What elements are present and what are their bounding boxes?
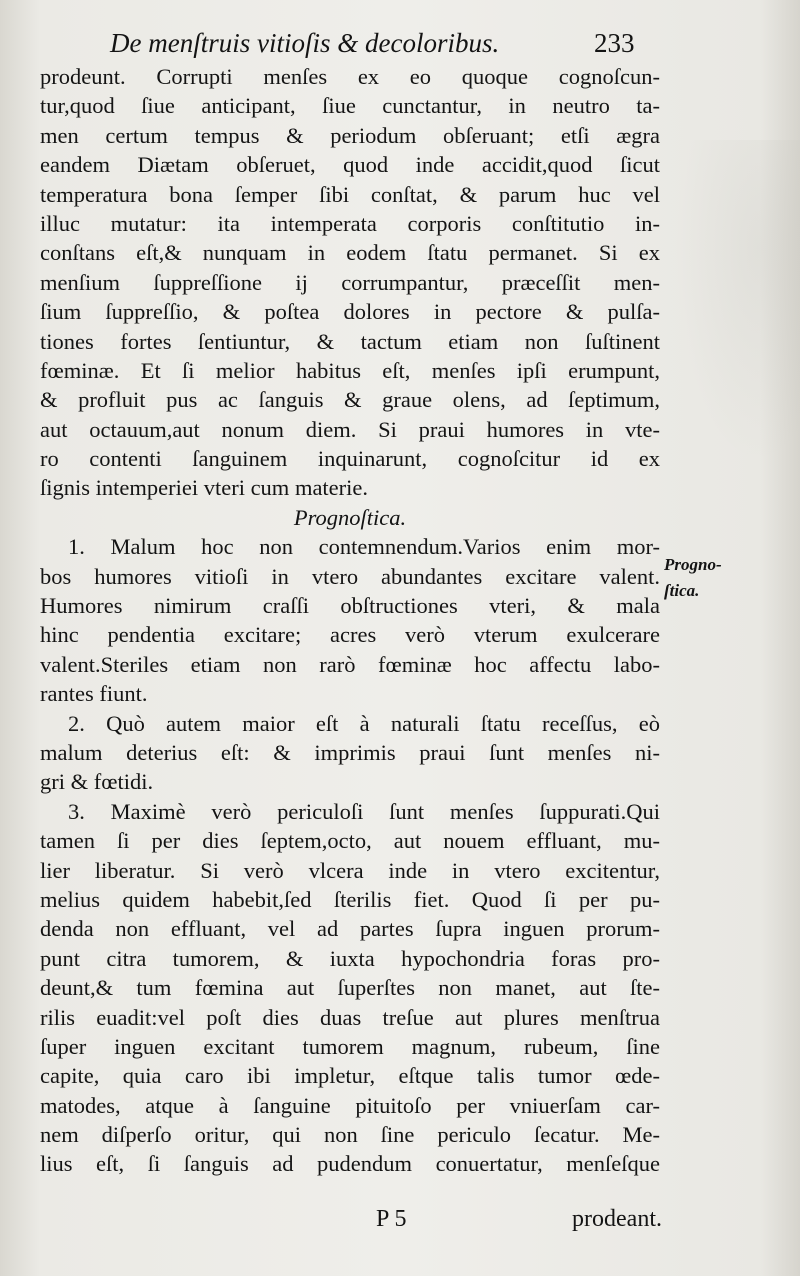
running-title: De menſtruis vitioſis & decoloribus. [110,28,500,58]
text-line: gri & fœtidi. [40,769,154,795]
text-line: capite, quia caro ibi impletur, eſtque talis tumor œde- [40,1063,660,1089]
signature-mark: P 5 [376,1206,407,1232]
text-line: lier liberatur. Si verò vlcera inde in vtero excitentur, [40,857,660,883]
main-text-block [40,62,660,1179]
text-line: ro contenti ſanguinem inquinarunt, cognoſcitur id ex [40,446,660,472]
text-line: 3. Maximè verò periculoſi ſunt menſes ſuppurati.Qui [68,798,660,824]
text-line: ſignis intemperiei vteri cum materie. [40,475,369,501]
text-line: 2. Quò autem maior eſt à naturali ſtatu receſſus, eò [68,710,660,736]
text-line: ſium ſuppreſſio, & poſtea dolores in pectore & pulſa- [40,299,660,325]
text-line: ſuper inguen excitant tumorem magnum, rubeum, ſine [40,1033,660,1059]
text-line: prodeunt. Corrupti menſes ex eo quoque cognoſcun- [40,64,660,89]
text-line: matodes, atque à ſanguine pituitoſo per vniuerſam car- [40,1092,660,1118]
text-line: Humores nimirum craſſi obſtructiones vteri, & mala [40,593,660,619]
text-line: punt citra tumorem, & iuxta hypochondria foras pro- [40,945,660,971]
text-line: tur,quod ſiue anticipant, ſiue cunctantur, in neutro ta- [40,93,660,119]
text-line: illuc mutatur: ita intemperata corporis conſtitutio in- [40,210,660,236]
text-line: malum deterius eſt: & imprimis praui ſunt menſes ni- [40,739,660,765]
text-line: 1. Malum hoc non contemnendum.Varios enim mor- [68,534,660,560]
catchword: prodeant. [572,1206,662,1232]
text-line: nem diſperſo oritur, qui non ſine periculo ſecatur. Me- [40,1122,660,1148]
text-line: men certum tempus & periodum obſeruant; etſi ægra [40,122,660,148]
text-line: tamen ſi per dies ſeptem,octo, aut nouem effluant, mu- [40,828,660,854]
text-line: rantes fiunt. [40,681,148,707]
text-line: deunt,& tum fœmina aut ſuperſtes non manet, aut ſte- [40,975,660,1001]
text-line: valent.Steriles etiam non rarò fœminæ hoc affectu labo- [40,651,660,677]
show-through-stain [660,140,800,500]
text-line: conſtans eſt,& nunquam in eodem ſtatu permanet. Si ex [40,240,660,266]
marginal-note-line: ſtica. [664,581,700,600]
text-line: melius quidem habebit,ſed ſterilis fiet. Quod ſi per pu- [40,886,660,912]
text-line: & profluit pus ac ſanguis & graue olens, ad ſeptimum, [40,387,660,413]
marginal-note [664,552,722,604]
marginal-note-line: Progno- [664,555,722,574]
text-line: aut octauum,aut nonum diem. Si praui humores in vte- [40,416,660,442]
text-line: lius eſt, ſi ſanguis ad pudendum conuertatur, menſeſque [40,1151,660,1177]
text-line: eandem Diætam obſeruet, quod inde accidit,quod ſicut [40,152,660,178]
text-line: rilis euadit:vel poſt dies duas treſue aut plures menſtrua [40,1004,660,1030]
page-footer [40,1206,662,1240]
section-heading: Prognoſtica. [293,504,407,530]
page-number: 233 [594,28,635,58]
text-line: denda non effluant, vel ad partes ſupra inguen prorum- [40,916,660,942]
text-line: tiones fortes ſentiuntur, & tactum etiam non ſuſtinent [40,328,660,354]
text-line: hinc pendentia excitare; acres verò vterum exulcerare [40,622,660,648]
text-line: menſium ſuppreſſione ij corrumpantur, præceſſit men- [40,269,660,295]
text-line: temperatura bona ſemper ſibi conſtat, & parum huc vel [40,181,660,207]
text-line: fœminæ. Et ſi melior habitus eſt, menſes ipſi erumpunt, [40,357,660,383]
text-line: bos humores vitioſi in vtero abundantes excitare valent. [40,563,660,589]
